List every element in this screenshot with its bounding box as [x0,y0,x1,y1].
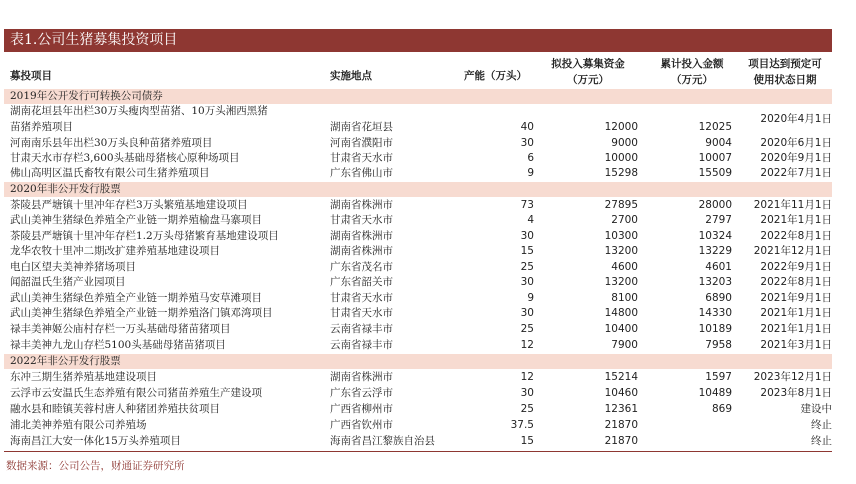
cell-planned: 21870 [604,419,638,431]
source-note: 数据来源：公司公告，财通证券研究所 [6,460,185,472]
cell-planned: 15298 [604,167,638,179]
cell-planned: 10460 [604,387,638,399]
cell-planned: 21870 [604,435,638,447]
cell-planned: 14800 [604,307,638,319]
section-label: 2020年非公开发行股票 [10,183,121,195]
table-row [4,338,832,353]
cell-cumulative: 1597 [705,371,732,383]
section-2022 [4,354,832,369]
cell-location: 湖南省株洲市 [330,245,393,257]
cell-date: 2023年12月1日 [753,371,832,383]
cell-planned: 12000 [604,121,638,133]
table-row [4,434,832,449]
cell-capacity: 25 [520,323,534,335]
table-row [4,402,832,417]
cell-location: 河南省濮阳市 [330,137,393,149]
cell-date: 2020年9月1日 [760,152,832,164]
cell-project: 龙华农牧十里冲二期改扩建养殖基地建设项目 [10,245,220,257]
cell-cumulative: 869 [711,403,732,415]
cell-date: 2022年8月1日 [760,276,832,288]
cell-planned: 9000 [611,137,638,149]
header-location: 实施地点 [330,70,372,82]
cell-project: 茶陵县严塘镇十里冲年存栏1.2万头母猪繁育基地建设项目 [10,230,279,242]
cell-project: 苗猪养殖项目 [10,121,73,133]
cell-project: 甘肃天水市存栏3,600头基础母猪核心原种场项目 [10,152,240,164]
cell-project: 浦北美神养殖有限公司养殖场 [10,419,147,431]
table-row [4,244,832,259]
table-header [4,52,832,90]
cell-location: 甘肃省天水市 [330,292,393,304]
cell-cumulative: 15509 [698,167,732,179]
cell-date: 2021年1月1日 [760,214,832,226]
cell-date: 终止 [811,419,832,431]
section-2020 [4,182,832,197]
cell-capacity: 12 [520,339,534,351]
cell-capacity: 15 [520,435,534,447]
cell-cumulative: 28000 [698,199,732,211]
cell-capacity: 37.5 [510,419,534,431]
header-planned-line2: （万元） [567,74,609,86]
table-row [4,213,832,228]
cell-planned: 2700 [611,214,638,226]
cell-date: 2021年9月1日 [760,292,832,304]
cell-capacity: 25 [520,403,534,415]
cell-date: 2022年7月1日 [760,167,832,179]
cell-date: 2021年1月1日 [760,307,832,319]
cell-date: 2022年8月1日 [760,230,832,242]
header-cumulative-line1: 累计投入金额 [660,58,724,70]
header-ready-line1: 项目达到预定可 [748,58,822,70]
cell-project: 禄丰美神九龙山存栏5100头基础母猪苗猪项目 [10,339,226,351]
cell-capacity: 40 [520,121,534,133]
cell-location: 湖南省花垣县 [330,121,393,133]
table-row [4,229,832,244]
cell-project: 武山美神生猪绿色养殖全产业链一期养殖马安草滩项目 [10,292,262,304]
cell-project: 禄丰美神姬公庙村存栏一万头基础母猪苗猪项目 [10,323,231,335]
header-planned-line1: 拟投入募集资金 [551,58,625,70]
table-row [4,151,832,166]
cell-date: 2021年11月1日 [753,199,832,211]
cell-project: 武山美神生猪绿色养殖全产业链一期养殖洛门镇邓湾项目 [10,307,273,319]
cell-location: 甘肃省天水市 [330,152,393,164]
table-row [4,198,832,213]
cell-project: 东冲三期生猪养殖基地建设项目 [10,371,157,383]
cell-planned: 27895 [604,199,638,211]
table-row [4,322,832,337]
cell-location: 湖南省株洲市 [330,199,393,211]
cell-location: 广东省云浮市 [330,387,393,399]
cell-project: 闻韶温氏生猪产业园项目 [10,276,126,288]
cell-location: 广东省韶关市 [330,276,393,288]
cell-capacity: 25 [520,261,534,273]
table-row [4,306,832,321]
cell-planned: 4600 [611,261,638,273]
table-row [4,275,832,290]
cell-project: 电白区望夫美神养猪场项目 [10,261,136,273]
section-2019 [4,89,832,104]
cell-planned: 13200 [604,276,638,288]
section-label: 2019年公开发行可转换公司债券 [10,90,163,102]
cell-project: 融水县和睦镇芙蓉村唐人种猪团养殖扶贫项目 [10,403,220,415]
cell-cumulative: 4601 [705,261,732,273]
cell-cumulative: 7958 [705,339,732,351]
cell-location: 广东省茂名市 [330,261,393,273]
cell-cumulative: 10324 [698,230,732,242]
cell-location: 湖南省株洲市 [330,371,393,383]
cell-cumulative: 2797 [705,214,732,226]
cell-capacity: 9 [527,167,534,179]
cell-location: 广西省钦州市 [330,419,393,431]
cell-cumulative: 9004 [705,137,732,149]
header-ready-line2: 使用状态日期 [753,74,817,86]
header-project: 募投项目 [10,70,52,82]
cell-capacity: 6 [527,152,534,164]
table-row [4,418,832,433]
cell-location: 云南省禄丰市 [330,323,393,335]
cell-date: 2020年6月1日 [760,137,832,149]
table-row [4,113,832,135]
cell-cumulative: 14330 [698,307,732,319]
header-capacity: 产能（万头） [464,70,527,82]
cell-location: 云南省禄丰市 [330,339,393,351]
cell-capacity: 12 [520,371,534,383]
cell-capacity: 15 [520,245,534,257]
header-cumulative [646,56,738,88]
cell-cumulative: 10489 [698,387,732,399]
cell-planned: 10000 [604,152,638,164]
cell-planned: 8100 [611,292,638,304]
cell-capacity: 30 [520,230,534,242]
cell-location: 甘肃省天水市 [330,307,393,319]
cell-date: 建设中 [800,403,832,415]
table-row [4,260,832,275]
cell-cumulative: 10007 [698,152,732,164]
table-row [4,370,832,385]
cell-date: 2023年8月1日 [760,387,832,399]
table-row [4,291,832,306]
cell-date: 2021年3月1日 [760,339,832,351]
cell-planned: 10300 [604,230,638,242]
cell-date: 终止 [811,435,832,447]
cell-location: 湖南省株洲市 [330,230,393,242]
cell-planned: 15214 [604,371,638,383]
cell-planned: 10400 [604,323,638,335]
cell-planned: 12361 [604,403,638,415]
cell-date: 2022年9月1日 [760,261,832,273]
cell-project: 武山美神生猪绿色养殖全产业链一期养殖榆盘马寨项目 [10,214,262,226]
cell-planned: 13200 [604,245,638,257]
cell-cumulative: 13203 [698,276,732,288]
cell-cumulative: 13229 [698,245,732,257]
table-bottom-rule [4,451,832,452]
cell-date: 2021年12月1日 [753,245,832,257]
cell-project: 海南昌江大安一体化15万头养殖项目 [10,435,181,447]
table-row [4,386,832,401]
cell-cumulative: 6890 [705,292,732,304]
cell-date: 2021年1月1日 [760,323,832,335]
cell-project: 茶陵县严塘镇十里冲年存栏3万头繁殖基地建设项目 [10,199,248,211]
header-planned [536,56,640,88]
cell-capacity: 9 [527,292,534,304]
section-label: 2022年非公开发行股票 [10,355,121,367]
cell-project: 河南南乐县年出栏30万头良种苗猪养殖项目 [10,137,213,149]
cell-capacity: 4 [527,214,534,226]
cell-capacity: 30 [520,387,534,399]
cell-capacity: 30 [520,307,534,319]
cell-location: 海南省昌江黎族自治县 [330,435,435,447]
table-row [4,104,832,119]
cell-capacity: 30 [520,276,534,288]
cell-capacity: 30 [520,137,534,149]
cell-project: 佛山高明区温氏畜牧有限公司生猪养殖项目 [10,167,210,179]
cell-capacity: 73 [520,199,534,211]
cell-location: 广东省佛山市 [330,167,393,179]
cell-cumulative: 10189 [698,323,732,335]
table-row [4,166,832,181]
cell-cumulative: 12025 [698,121,732,133]
cell-planned: 7900 [611,339,638,351]
cell-location: 广西省柳州市 [330,403,393,415]
table-row [4,136,832,151]
table-title: 表1.公司生猪募集投资项目 [4,29,832,52]
cell-location: 甘肃省天水市 [330,214,393,226]
cell-project: 云浮市云安温氏生态养殖有限公司猪苗养殖生产建设项 [10,387,262,399]
header-cumulative-line2: （万元） [671,74,713,86]
header-ready-date [738,56,832,88]
cell-date: 2020年4月1日 [760,113,832,125]
cell-project: 湖南花垣县年出栏30万头瘦肉型苗猪、10万头湘西黑猪 [10,105,268,117]
